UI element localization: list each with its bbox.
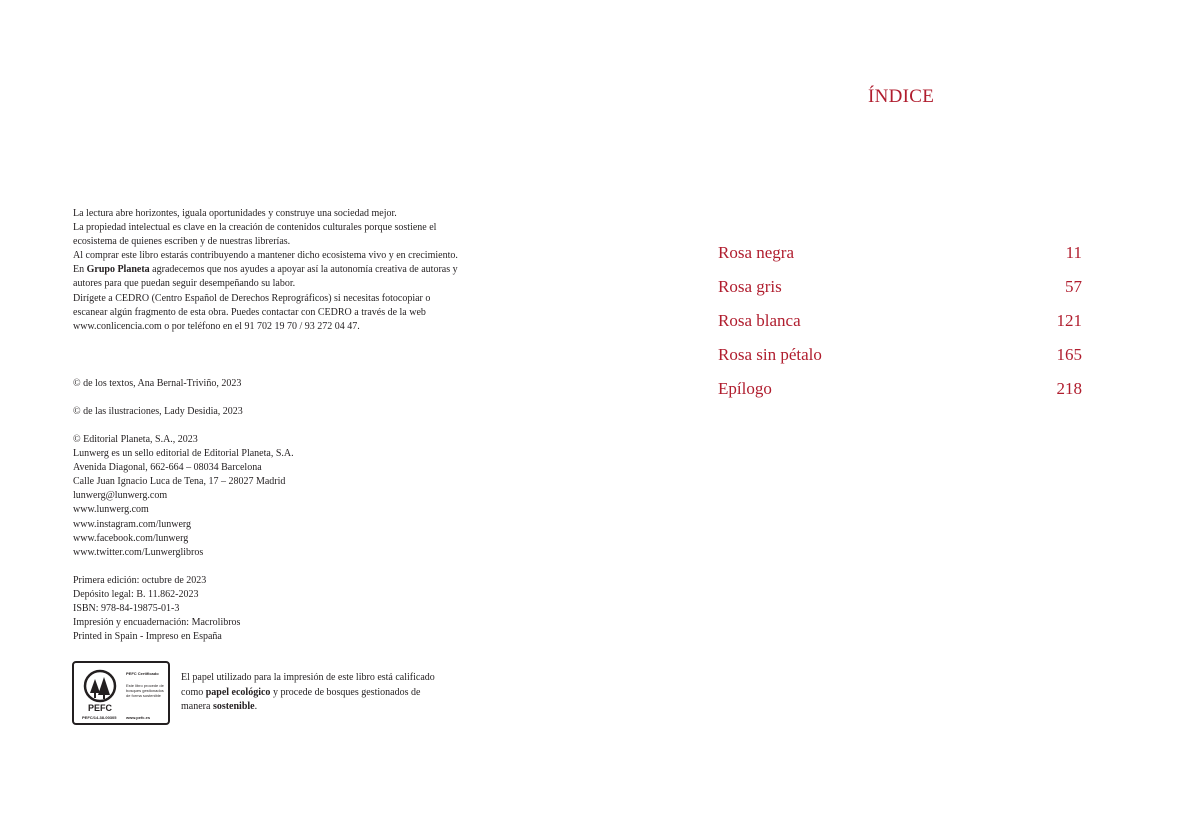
pefc-code: PEFC/14-38-00305 [82,715,117,720]
publisher-info [73,433,463,560]
legal-line: Dirígete a CEDRO (Centro Español de Derechos Reprográficos) si necesitas fotocopiar o escanear algún fragmento de esta obra. Puedes contactar con CEDRO a través de la web www.conlicencia.com o por teléfono en el 91 702 19 70 / 93 272 04 47. [73,292,431,332]
legal-line: La propiedad intelectual es clave en la creación de contenidos culturales porque sostiene el ecosistema de quienes escriben y de nuestras librerías. [73,222,437,248]
toc-entry-title: Rosa gris [718,277,782,296]
publisher-line: lunwerg@lunwerg.com [73,490,168,502]
paper-note-part: El papel utilizado para la impresión de este libro está calificado como [181,672,435,698]
edition-info [73,574,463,644]
toc-entry[interactable] [718,275,1082,309]
paper-note-part: . [254,701,258,712]
toc-entry-page: 57 [1065,277,1082,296]
pefc-logo-text: PEFC [87,703,113,713]
edition-line: Impresión y encuadernación: Macrolibros [73,617,241,629]
paper-note-text [181,671,441,715]
publisher-line: Lunwerg es un sello editorial de Editorial Planeta, S.A. [73,448,294,460]
publisher-line: Avenida Diagonal, 662-664 – 08034 Barcelona [73,462,262,474]
legal-line [73,263,463,291]
edition-line: Depósito legal: B. 11.862-2023 [73,589,199,601]
pefc-web: www.pefc.es [126,715,151,720]
pefc-description: Este libro procede de bosques gestionados de forma sostenible [126,683,164,698]
toc-entry-page: 165 [1056,345,1082,364]
paper-note-part: y procede de bosques gestionados de manera [181,686,421,712]
index-page [600,0,1200,818]
toc-entry-title: Rosa sin pétalo [718,345,822,364]
publisher-line: Calle Juan Ignacio Luca de Tena, 17 – 28027 Madrid [73,476,286,488]
publisher-name: Grupo Planeta [86,264,150,276]
toc-entry[interactable] [718,343,1082,377]
text-copyright-line: © de los textos, Ana Bernal-Triviño, 2023 [73,378,242,389]
publisher-line: www.twitter.com/Lunwerglibros [73,546,204,558]
toc-entry-title: Rosa negra [718,243,795,262]
toc-entry-page: 11 [1065,243,1082,262]
toc-entry[interactable] [718,241,1082,275]
text-copyright [73,377,463,391]
toc-entry[interactable] [718,377,1082,411]
pefc-certification-badge [72,661,170,725]
paper-note-bold: sostenible [212,701,255,712]
paper-note-bold: papel ecológico [205,686,271,698]
pefc-title: PEFC Certificado [126,671,159,676]
toc-entry[interactable] [718,309,1082,343]
legal-notice [73,207,463,334]
illustration-copyright-line: © de las ilustraciones, Lady Desidia, 2023 [73,406,243,417]
toc-entry-title: Epílogo [718,379,772,398]
toc-entry-page: 218 [1056,379,1082,398]
publisher-line: www.instagram.com/lunwerg [73,518,192,530]
pefc-tree-icon [80,669,120,713]
publisher-line: www.facebook.com/lunwerg [73,532,189,544]
legal-line: La lectura abre horizontes, iguala oportunidades y construye una sociedad mejor. [73,208,397,219]
paper-note [181,671,441,715]
legal-text: En [73,264,87,276]
legal-text: agradecemos que nos ayudes a apoyar así la autonomía creativa de autoras y autores para que puedan seguir desempeñando su labor. [73,264,458,290]
edition-line: Primera edición: octubre de 2023 [73,575,207,586]
edition-line: ISBN: 978-84-19875-01-3 [73,603,180,615]
publisher-line: www.lunwerg.com [73,504,149,516]
index-title: ÍNDICE [868,86,935,107]
toc-entry-title: Rosa blanca [718,311,801,330]
toc-entry-page: 121 [1056,311,1082,330]
legal-line: Al comprar este libro estarás contribuyendo a mantener dicho ecosistema vivo y en crecimiento. [73,250,458,262]
table-of-contents [718,241,1082,411]
illustration-copyright [73,405,463,419]
publisher-line: © Editorial Planeta, S.A., 2023 [73,434,198,445]
edition-line: Printed in Spain - Impreso en España [73,631,222,643]
